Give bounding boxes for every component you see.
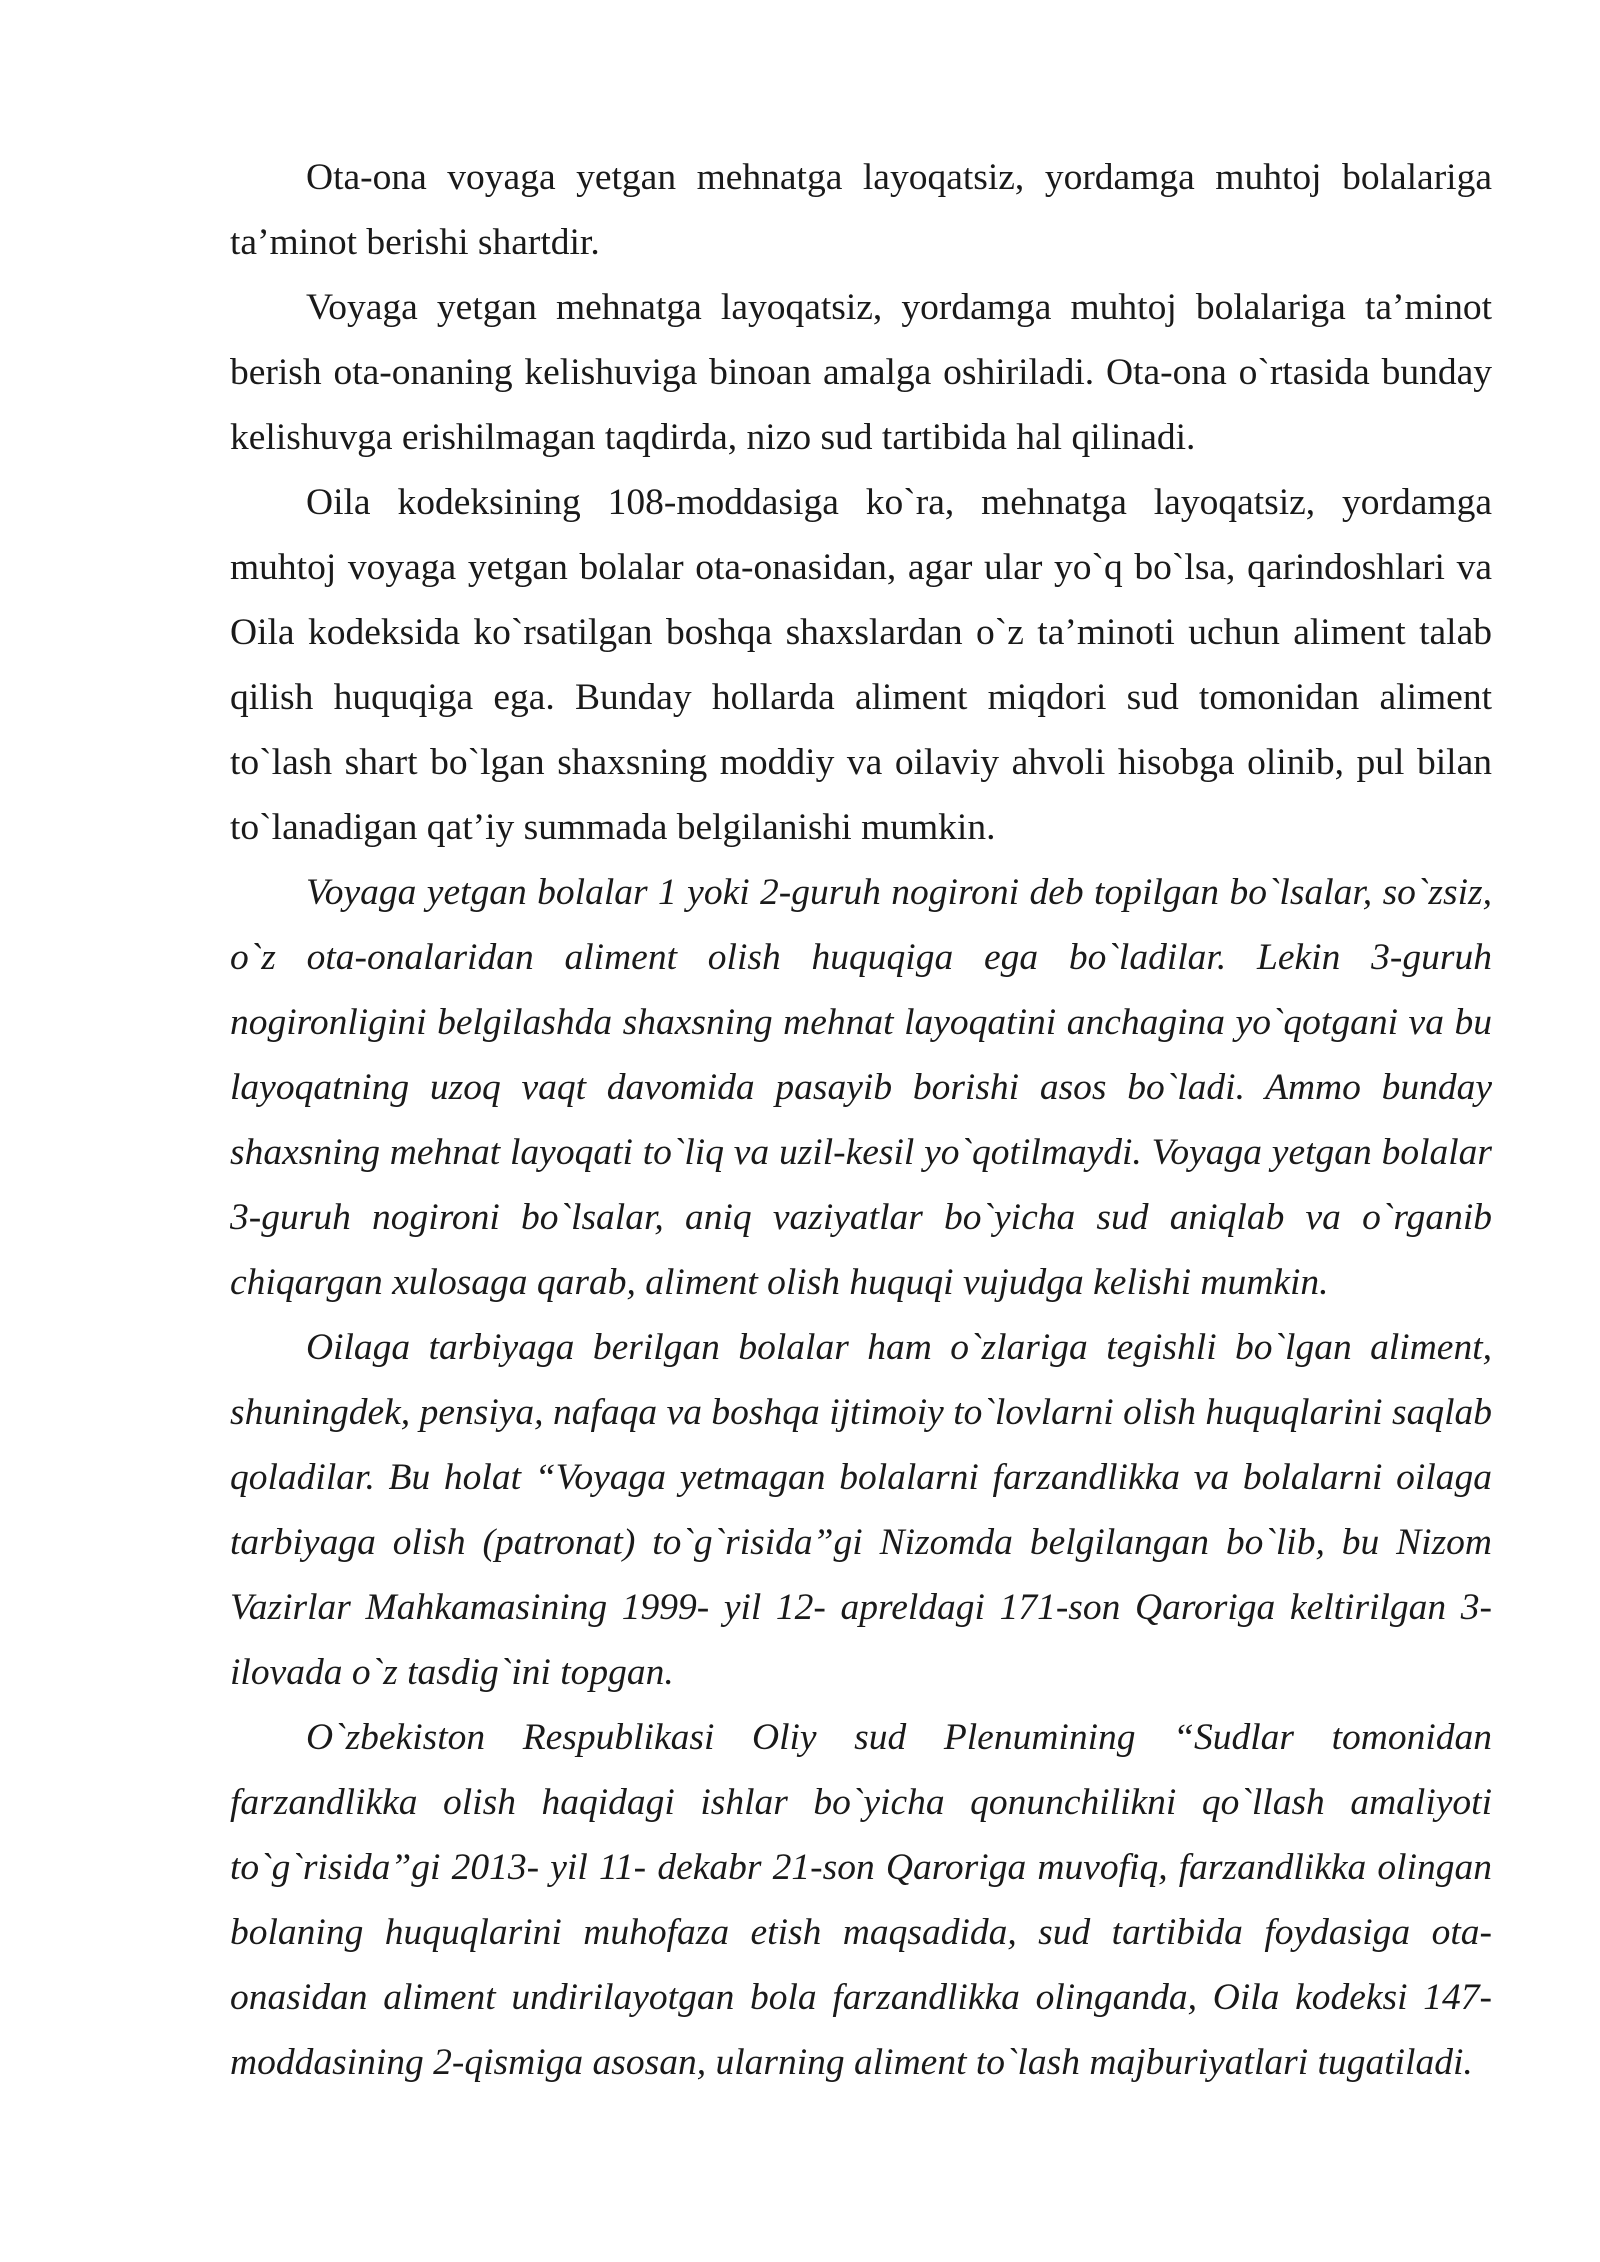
paragraph-2: Voyaga yetgan mehnatga layoqatsiz, yordamga muhtoj bolalariga ta’minot berish ota-onaning kelishuviga binoan amalga oshiriladi. Ota-ona o`rtasida bunday kelishuvga erishilmagan taqdirda, nizo sud tartibida hal qilinadi. bbox=[230, 287, 1492, 458]
document-page bbox=[230, 145, 1492, 2095]
paragraph-6: O`zbekiston Respublikasi Oliy sud Plenumining “Sudlar tomonidan farzandlikka olish haqidagi ishlar bo`yicha qonunchilikni qo`llash amaliyoti to`g`risida”gi 2013- yil 11- dekabr 21-son Qaroriga muvofiq, farzandlikka olingan bolaning huquqlarini muhofaza etish maqsadida, sud tartibida foydasiga ota-onasidan aliment undirilayotgan bola farzandlikka olinganda, Oila kodeksi 147-moddasining 2-qismiga asosan, ularning aliment to`lash majburiyatlari tugatiladi. bbox=[230, 1717, 1492, 2083]
paragraph-3: Oila kodeksining 108-moddasiga ko`ra, mehnatga layoqatsiz, yordamga muhtoj voyaga yetgan bolalar ota-onasidan, agar ular yo`q bo`lsa, qarindoshlari va Oila kodeksida ko`rsatilgan boshqa shaxslardan o`z ta’minoti uchun aliment talab qilish huquqiga ega. Bunday hollarda aliment miqdori sud tomonidan aliment to`lash shart bo`lgan shaxsning moddiy va oilaviy ahvoli hisobga olinib, pul bilan to`lanadigan qat’iy summada belgilanishi mumkin. bbox=[230, 482, 1492, 848]
paragraph-4: Voyaga yetgan bolalar 1 yoki 2-guruh nogironi deb topilgan bo`lsalar, so`zsiz, o`z ota-onalaridan aliment olish huquqiga ega bo`ladilar. Lekin 3-guruh nogironligini belgilashda shaxsning mehnat layoqatini anchagina yo`qotgani va bu layoqatning uzoq vaqt davomida pasayib borishi asos bo`ladi. Ammo bunday shaxsning mehnat layoqati to`liq va uzil-kesil yo`qotilmaydi. Voyaga yetgan bolalar 3-guruh nogironi bo`lsalar, aniq vaziyatlar bo`yicha sud aniqlab va o`rganib chiqargan xulosaga qarab, aliment olish huquqi vujudga kelishi mumkin. bbox=[230, 872, 1492, 1303]
paragraph-5: Oilaga tarbiyaga berilgan bolalar ham o`zlariga tegishli bo`lgan aliment, shuningdek, pensiya, nafaqa va boshqa ijtimoiy to`lovlarni olish huquqlarini saqlab qoladilar. Bu holat “Voyaga yetmagan bolalarni farzandlikka va bolalarni oilaga tarbiyaga olish (patronat) to`g`risida”gi Nizomda belgilangan bo`lib, bu Nizom Vazirlar Mahkamasining 1999- yil 12- apreldagi 171-son Qaroriga keltirilgan 3-ilovada o`z tasdig`ini topgan. bbox=[230, 1327, 1492, 1693]
paragraph-1: Ota-ona voyaga yetgan mehnatga layoqatsiz, yordamga muhtoj bolalariga ta’minot berishi shartdir. bbox=[230, 157, 1492, 263]
